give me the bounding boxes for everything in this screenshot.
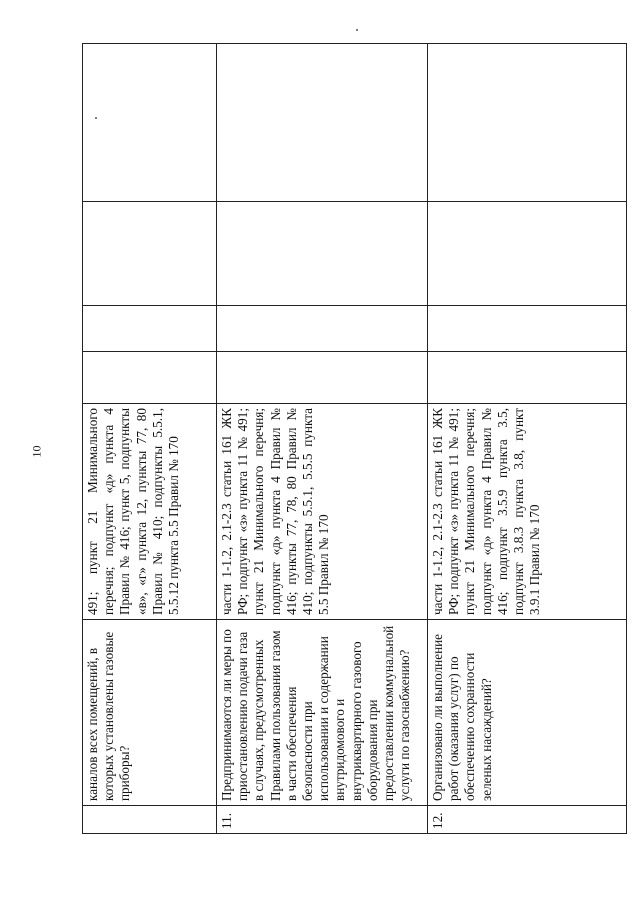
empty-cell [217,306,428,352]
row-number: 11. [217,806,428,834]
empty-cell [428,352,627,404]
scan-speck [356,29,358,31]
empty-cell [217,44,428,202]
references-cell: 491; пункт 21 Минимального перечня; подпункт «д» пункта 4 Правил № 416; пункт 5, подпункты «в», «г» пункта 12, пункты 77, 80 Правил № 410; подпункты 5.5.1, 5.5.12 пункта 5.5 Правил № 170 [83,404,217,620]
rotated-table-area [82,44,619,834]
table-row [217,44,428,834]
empty-cell [217,202,428,306]
empty-cell [83,44,217,202]
checklist-table [82,43,627,834]
page-number: 10 [29,445,44,458]
row-number [83,806,217,834]
empty-cell [428,44,627,202]
question-cell: Предпринимаются ли меры по приостановлению подачи газа в случаях, предусмотренных Правилами пользования газом в части обеспечения безопасности при использовании и содержании внутридомового и внутриквартирного газового оборудования при предоставлении коммунальной услуги по газоснабжению? [217,620,428,806]
question-cell: Организовано ли выполнение работ (оказания услуг) по обеспечению сохранности зеленых насаждений? [428,620,627,806]
empty-cell [83,202,217,306]
empty-cell [428,306,627,352]
empty-cell [428,202,627,306]
question-cell: каналов всех помещений, в которых установлены газовые приборы? [83,620,217,806]
table-row [83,44,217,834]
empty-cell [83,306,217,352]
references-cell: части 1-1.2, 2.1-2.3 статьи 161 ЖК РФ; подпункт «з» пункта 11 № 491; пункт 21 Минимального перечня; подпункт «д» пункта 4 Правил № 416; пункты 77, 78, 80 Правил № 410; подпункты 5.5.1, 5.5.5 пункта 5.5 Правил № 170 [217,404,428,620]
row-number: 12. [428,806,627,834]
empty-cell [217,352,428,404]
landscape-table-wrapper [82,44,619,834]
references-cell: части 1-1.2, 2.1-2.3 статьи 161 ЖК РФ; подпункт «з» пункта 11 № 491; пункт 21 Минимального перечня; подпункт «д» пункта 4 Правил № 416; подпункт 3.5.9 пункта 3.5, подпункт 3.8.3 пункта 3.8, пункт 3.9.1 Правил № 170 [428,404,627,620]
empty-cell [83,352,217,404]
table-row [428,44,627,834]
